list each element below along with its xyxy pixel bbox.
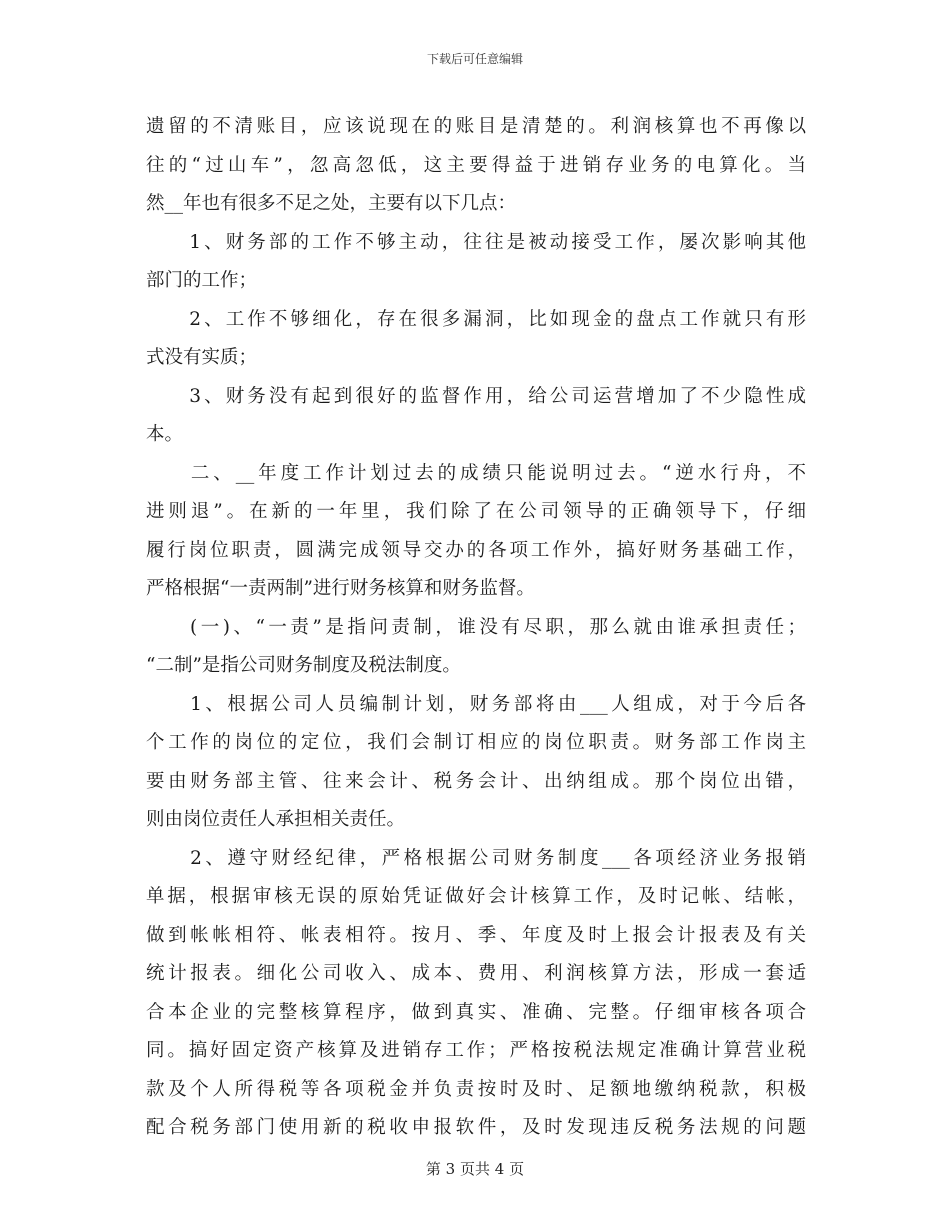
- text-line: 配合税务部门使用新的税收申报软件，及时发现违反税务法规的问题: [146, 1117, 806, 1138]
- text-line: 1、财务部的工作不够主动，往往是被动接受工作，屡次影响其他: [146, 231, 806, 253]
- text-line: 式没有实质；: [146, 347, 258, 368]
- text-line: 本。: [146, 424, 184, 445]
- text-line: 同。搞好固定资产核算及进销存工作；严格按税法规定准确计算营业税: [146, 1040, 806, 1061]
- text-line: 1、根据公司人员编制计划，财务部将由___人组成，对于今后各: [146, 693, 806, 715]
- text-line: 做到帐帐相符、帐表相符。按月、季、年度及时上报会计报表及有关: [146, 924, 806, 946]
- document-body: [146, 108, 806, 1148]
- text-line: 然__年也有很多不足之处，主要有以下几点：: [146, 193, 517, 214]
- text-line: 二、__年度工作计划过去的成绩只能说明过去。“逆水行舟，不: [146, 462, 806, 484]
- text-line: 严格根据“一责两制”进行财务核算和财务监督。: [146, 578, 535, 599]
- text-line: 2、工作不够细化，存在很多漏洞，比如现金的盘点工作就只有形: [146, 308, 806, 330]
- text-line: (一)、“一责”是指问责制，谁没有尽职，那么就由谁承担责任；: [146, 616, 806, 638]
- text-line: 进则退”。在新的一年里，我们除了在公司领导的正确领导下，仔细: [146, 501, 806, 522]
- text-line: “二制”是指公司财务制度及税法制度。: [146, 655, 461, 676]
- page-header: 下载后可任意编辑: [426, 52, 523, 66]
- text-line: 2、遵守财经纪律，严格根据公司财务制度___各项经济业务报销: [146, 847, 806, 869]
- text-line: 要由财务部主管、往来会计、税务会计、出纳组成。那个岗位出错，: [146, 770, 806, 792]
- text-line: 部门的工作；: [146, 270, 258, 291]
- text-line: 合本企业的完整核算程序，做到真实、准确、完整。仔细审核各项合: [146, 1001, 806, 1023]
- text-line: 3、财务没有起到很好的监督作用，给公司运营增加了不少隐性成: [146, 385, 806, 407]
- text-line: 个工作的岗位的定位，我们会制订相应的岗位职责。财务部工作岗主: [146, 732, 806, 753]
- text-line: 单据，根据审核无误的原始凭证做好会计核算工作，及时记帐、结帐，: [146, 886, 806, 907]
- text-line: 款及个人所得税等各项税金并负责按时及时、足额地缴纳税款，积极: [146, 1078, 806, 1100]
- text-line: 统计报表。细化公司收入、成本、费用、利润核算方法，形成一套适: [146, 963, 806, 984]
- text-line: 履行岗位职责，圆满完成领导交办的各项工作外，搞好财务基础工作，: [146, 539, 806, 561]
- text-line: 遗留的不清账目，应该说现在的账目是清楚的。利润核算也不再像以: [146, 116, 806, 137]
- page-number: 第 3 页共 4 页: [425, 1160, 525, 1178]
- text-line: 往的“过山车”，忽高忽低，这主要得益于进销存业务的电算化。当: [146, 154, 806, 176]
- text-line: 则由岗位责任人承担相关责任。: [146, 809, 406, 830]
